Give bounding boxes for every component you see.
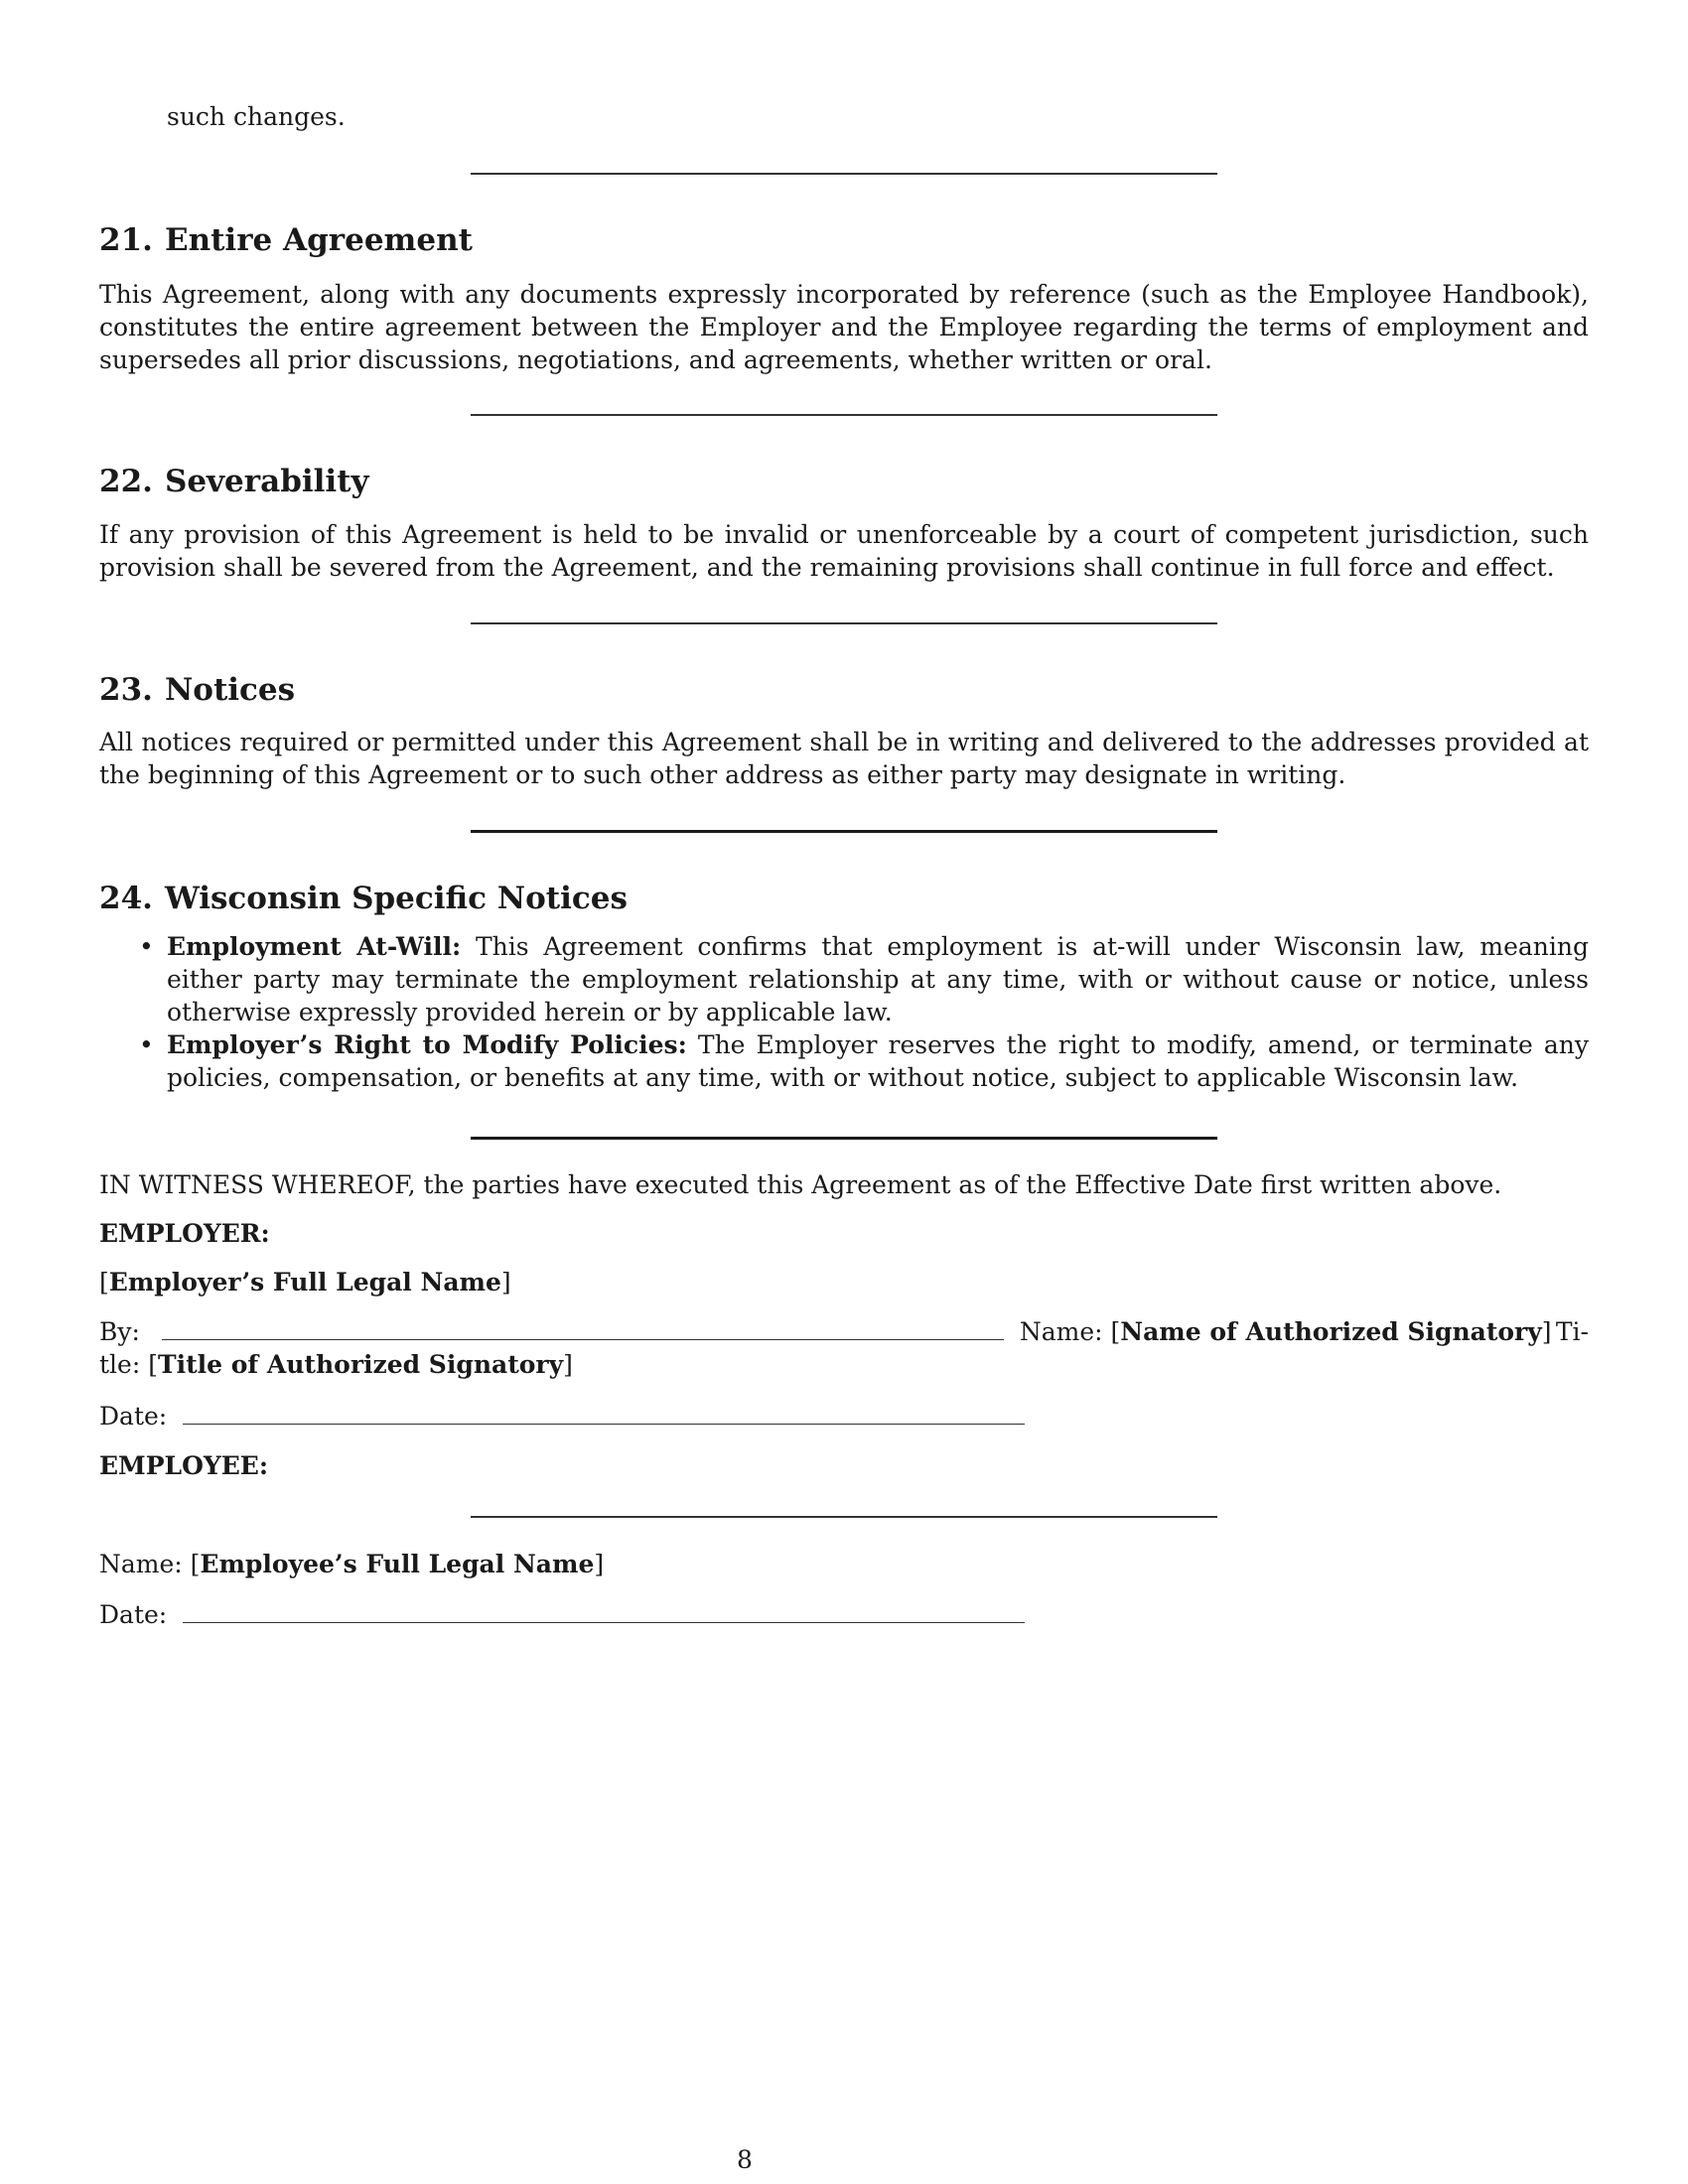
employee-date-line [99, 1598, 1025, 1631]
employee-name-line: Name: [Employee’s Full Legal Name] [99, 1550, 605, 1578]
name-label: Name: [99, 1550, 183, 1578]
employee-heading: EMPLOYEE: [99, 1451, 269, 1480]
title-label: tle: [99, 1350, 141, 1379]
bullet-icon: • [139, 1030, 154, 1059]
signatory-name-placeholder: Name of Authorized Signatory [1120, 1317, 1542, 1346]
employer-name-line: [Employer’s Full Legal Name] [99, 1268, 511, 1297]
page-number: 8 [737, 2145, 753, 2174]
section-number: 22. [99, 464, 153, 499]
section-23-body: All notices required or permitted under this Agreement shall be in writing and delivered to the addresses provided at the beginning of this Agreement or to such other address as either party may designate in writing. [99, 728, 1589, 789]
list-item [99, 930, 1589, 1028]
section-divider [471, 830, 1217, 833]
section-title: Severability [164, 464, 369, 499]
name-label: Name: [1019, 1317, 1103, 1346]
title-label-hyphenated: Ti- [1555, 1317, 1589, 1346]
section-number: 23. [99, 672, 153, 708]
section-divider [471, 173, 1217, 175]
employer-date-line [99, 1400, 1025, 1433]
employee-signature-line[interactable] [471, 1516, 1217, 1518]
section-number: 21. [99, 222, 153, 258]
bullet-text: This Agreement confirms that employment is at-will under Wisconsin law, meaning either party may terminate the employment relationship at any time, with or without cause or notice, unless otherwise expressly provided herein or by applicable law. [167, 932, 1590, 1026]
section-21-body: This Agreement, along with any documents expressly incorporated by reference (such as the Employee Handbook), constitutes the entire agreement between the Employer and the Employee regarding the terms of employment and supersedes all prior discussions, negotiations, and agreements, whether written or oral. [99, 280, 1589, 374]
wisconsin-notices-list [99, 930, 1589, 1094]
employer-by-line: By: Name: [Name of Authorized Signatory] Ti- [99, 1317, 1589, 1346]
employee-date-field[interactable] [183, 1602, 1025, 1623]
section-title: Notices [164, 672, 296, 708]
date-label: Date: [99, 1402, 168, 1431]
employer-date-field[interactable] [183, 1404, 1025, 1425]
section-title: Wisconsin Specific Notices [164, 881, 628, 916]
section-divider [471, 622, 1217, 624]
section-22-body: If any provision of this Agreement is held to be invalid or unenforceable by a court of competent jurisdiction, such provision shall be severed from the Agreement, and the remaining provisions shall continue in full force and effect. [99, 520, 1589, 582]
section-24-heading [99, 879, 628, 918]
witness-statement: IN WITNESS WHEREOF, the parties have executed this Agreement as of the Effective Date first written above. [99, 1170, 1502, 1199]
section-divider [471, 1137, 1217, 1140]
document-page [99, 0, 1589, 2184]
signatory-title-placeholder: Title of Authorized Signatory [157, 1350, 564, 1379]
section-21-heading [99, 220, 473, 260]
by-label: By: [99, 1317, 140, 1346]
bullet-label: Employer’s Right to Modify Policies: [167, 1030, 687, 1059]
employer-signature-line[interactable] [162, 1319, 1004, 1340]
carryover-text: such changes. [167, 102, 346, 131]
employer-title-line: tle: [Title of Authorized Signatory] [99, 1350, 573, 1379]
bullet-label: Employment At-Will: [167, 932, 462, 961]
employer-name-placeholder: Employer’s Full Legal Name [108, 1268, 501, 1297]
list-item [99, 1028, 1589, 1094]
section-number: 24. [99, 881, 153, 916]
section-22-heading [99, 462, 369, 501]
section-divider [471, 414, 1217, 416]
bullet-icon: • [139, 932, 154, 961]
section-23-heading [99, 670, 295, 710]
employee-name-placeholder: Employee’s Full Legal Name [200, 1550, 595, 1578]
section-title: Entire Agreement [164, 222, 473, 258]
employer-heading: EMPLOYER: [99, 1219, 270, 1248]
date-label: Date: [99, 1600, 168, 1629]
bullet-text: The Employer reserves the right to modify, amend, or terminate any policies, compensation, or benefits at any time, with or without notice, subject to applicable Wisconsin law. [167, 1030, 1589, 1092]
